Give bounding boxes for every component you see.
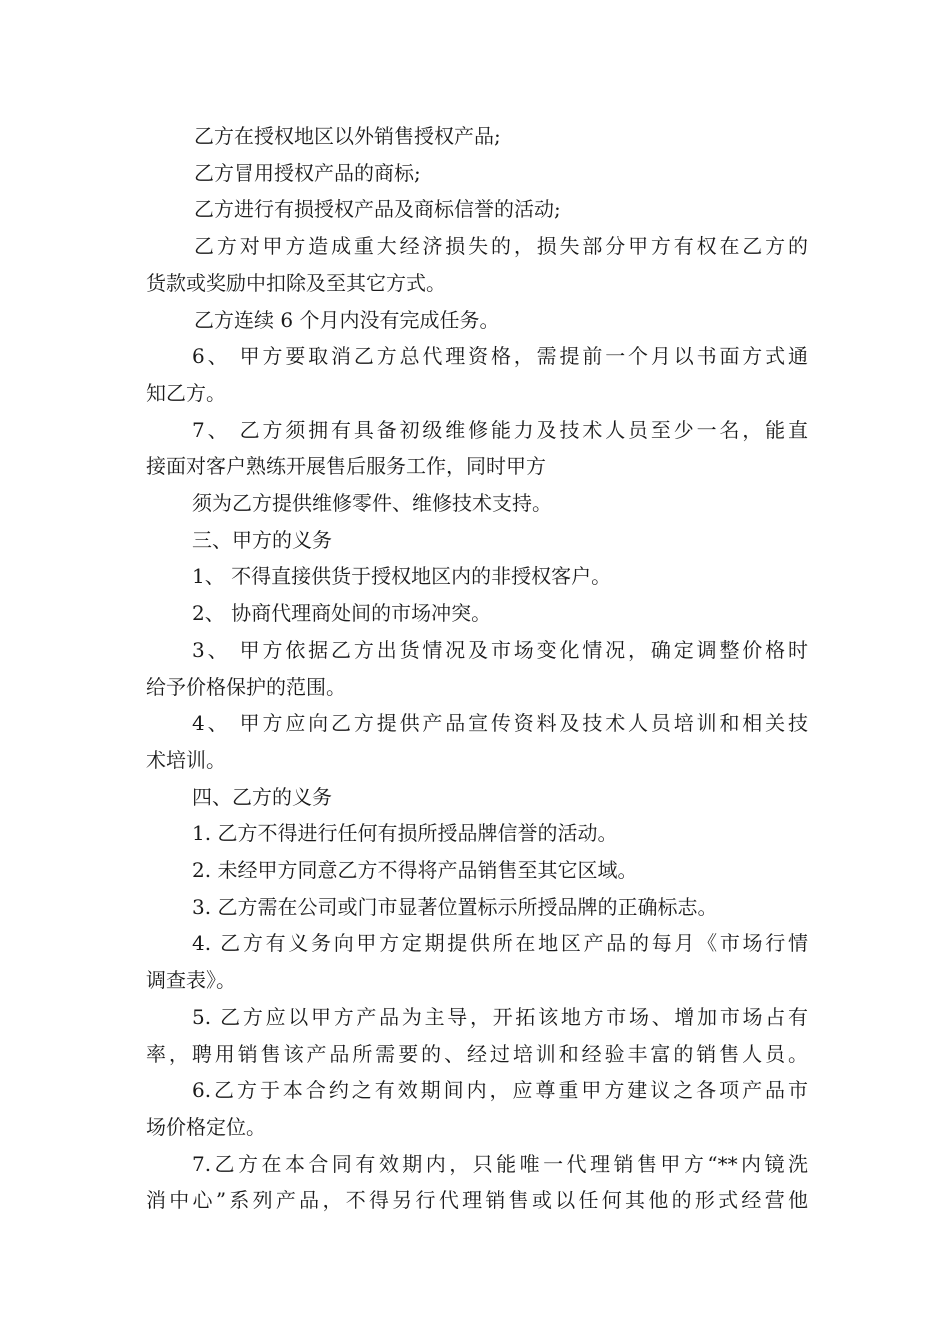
text-line: 调查表》。 — [146, 968, 236, 993]
text-line: 乙方进行有损授权产品及商标信誉的活动; — [194, 197, 561, 222]
text-line: 7、 乙方须拥有具备初级维修能力及技术人员至少一名，能直 — [192, 417, 808, 442]
text-line: 乙方在授权地区以外销售授权产品; — [194, 124, 501, 148]
text-line: 知乙方。 — [146, 380, 226, 405]
text-line: 3、 甲方依据乙方出货情况及市场变化情况，确定调整价格时 — [192, 637, 808, 662]
text-line: 4. 乙方有义务向甲方定期提供所在地区产品的每月《市场行情 — [192, 931, 808, 956]
document-body — [146, 118, 808, 1219]
text-line: 6、 甲方要取消乙方总代理资格，需提前一个月以书面方式通 — [192, 344, 808, 369]
text-line: 须为乙方提供维修零件、维修技术支持。 — [192, 491, 552, 516]
text-line: 3. 乙方需在公司或门市显著位置标示所授品牌的正确标志。 — [192, 894, 718, 919]
text-line: 率，聘用销售该产品所需要的、经过培训和经验丰富的销售人员。 — [146, 1041, 808, 1066]
text-line: 接面对客户熟练开展售后服务工作，同时甲方 — [146, 454, 546, 479]
text-line: 5. 乙方应以甲方产品为主导，开拓该地方市场、增加市场占有 — [192, 1004, 808, 1029]
text-line: 消中心”系列产品，不得另行代理销售或以任何其他的形式经营他 — [146, 1188, 808, 1213]
text-line: 货款或奖励中扣除及至其它方式。 — [146, 270, 446, 295]
text-line: 2、 协商代理商处间的市场冲突。 — [192, 601, 492, 626]
text-line: 1、 不得直接供货于授权地区内的非授权客户。 — [192, 564, 612, 589]
text-line: 4、 甲方应向乙方提供产品宣传资料及技术人员培训和相关技 — [192, 711, 808, 736]
text-line: 乙方冒用授权产品的商标; — [194, 160, 421, 185]
text-line: 2. 未经甲方同意乙方不得将产品销售至其它区域。 — [192, 858, 638, 883]
text-line: 乙方连续 6 个月内没有完成任务。 — [194, 307, 500, 332]
section-heading: 四、乙方的义务 — [192, 784, 332, 809]
section-heading: 三、甲方的义务 — [192, 527, 332, 552]
text-line: 术培训。 — [146, 747, 226, 772]
text-line: 乙方对甲方造成重大经济损失的，损失部分甲方有权在乙方的 — [194, 234, 808, 259]
text-line: 场价格定位。 — [146, 1114, 266, 1139]
text-line: 1. 乙方不得进行任何有损所授品牌信誉的活动。 — [192, 821, 618, 846]
text-line: 6.乙方于本合约之有效期间内，应尊重甲方建议之各项产品市 — [192, 1078, 808, 1103]
text-line: 7.乙方在本合同有效期内，只能唯一代理销售甲方“**内镜洗 — [192, 1151, 808, 1176]
text-line: 给予价格保护的范围。 — [146, 674, 346, 699]
